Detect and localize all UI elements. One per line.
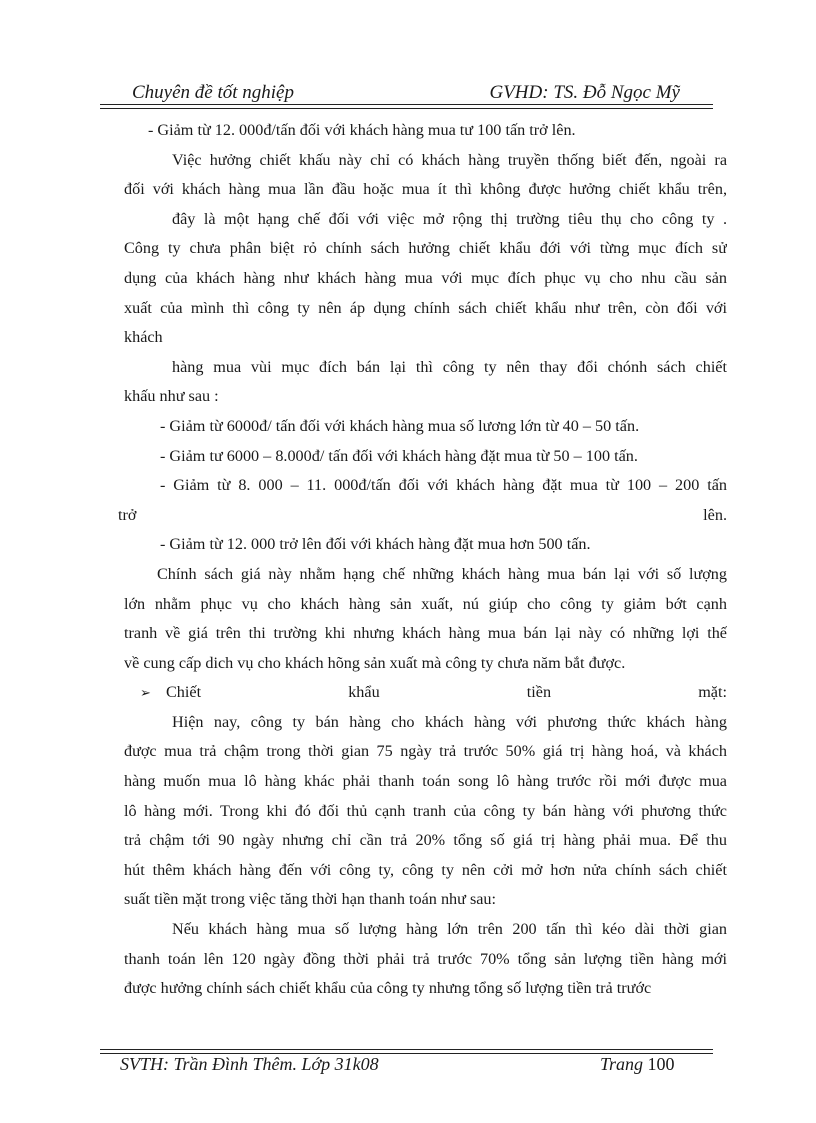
- body-line-21: Hiện nay, công ty bán hàng cho khách hàng với phương thức khách hàng: [172, 712, 727, 731]
- page-footer: [100, 1054, 713, 1076]
- body-line-18: tranh về giá trên thi trường khi nhưng khách hàng mua bán lại này có những lợi thế: [124, 624, 727, 643]
- body-line-28: Nếu khách hàng mua số lượng hàng lớn trên 200 tấn thì kéo dài thời gian: [172, 920, 727, 939]
- body-line-19: về cung cấp dich vụ cho khách hõng sản xuất mà công ty chưa năm bắt được.: [124, 653, 626, 672]
- document-body: [118, 116, 727, 1004]
- bullet-heading-text: Chiết khẩu tiền mặt:: [166, 683, 727, 702]
- body-line-25: trả chậm tới 90 ngày nhưng chỉ cần trả 20% tổng số giá trị hàng phải mua. Để thu: [124, 831, 727, 850]
- body-line-30: được hưởng chính sách chiết khẩu của công ty nhưng tổng số lượng tiền trả trước: [124, 979, 652, 998]
- header-title: Chuyên đề tốt nghiệp: [132, 82, 294, 103]
- page-number-block: [600, 1054, 675, 1075]
- body-line-3: đối với khách hàng mua lần đầu hoặc mua ít thì không được hưởng chiết khẩu trên,: [124, 180, 727, 199]
- split-right: lên.: [703, 505, 727, 524]
- body-line-11: - Giảm từ 6000đ/ tấn đối với khách hàng mua số lương lớn từ 40 – 50 tấn.: [160, 416, 640, 435]
- body-line-7: xuất của mình thì công ty nên áp dụng chính sách chiết khẩu như trên, còn đối với: [124, 298, 727, 317]
- header-advisor: GVHD: TS. Đỗ Ngọc Mỹ: [489, 82, 680, 103]
- body-line-17: lớn nhằm phục vụ cho khách hàng sản xuất, nú giúp cho công ty giảm bớt cạnh: [124, 594, 727, 613]
- body-line-16: Chính sách giá này nhằm hạng chế những khách hàng mua bán lại với số lượng: [157, 564, 727, 583]
- header-rule-bottom: [100, 108, 713, 109]
- arrow-bullet-icon: ➢: [140, 685, 151, 701]
- body-line-8: khách: [124, 328, 163, 347]
- footer-author: SVTH: Trần Đình Thêm. Lớp 31k08: [120, 1054, 379, 1074]
- page-label: Trang: [600, 1054, 644, 1074]
- header-rule-top: [100, 104, 713, 105]
- body-line-27: suất tiền mặt trong việc tăng thời hạn thanh toán như sau:: [124, 890, 497, 909]
- page-number: 100: [647, 1054, 675, 1074]
- body-line-23: hàng muốn mua lô hàng khác phải thanh toán song lô hàng trước rồi mới được mua: [124, 772, 727, 791]
- body-line-14: [118, 501, 727, 531]
- body-line-24: lô hàng mới. Trong khi đó đối thủ cạnh tranh của công ty bán hàng với phương thức: [124, 801, 727, 820]
- split-left: trở: [118, 505, 137, 524]
- body-line-2: Việc hưởng chiết khấu này chỉ có khách hàng truyền thống biết đến, ngoài ra: [172, 150, 727, 169]
- body-line-15: - Giảm từ 12. 000 trở lên đối với khách hàng đặt mua hơn 500 tấn.: [160, 535, 591, 554]
- body-line-13: - Giảm từ 8. 000 – 11. 000đ/tấn đối với khách hàng đặt mua từ 100 – 200 tấn: [160, 476, 727, 495]
- body-line-5: Công ty chưa phân biệt rỏ chính sách hưởng chiết khẩu đới với từng mục đích sử: [124, 239, 727, 258]
- body-line-29: thanh toán lên 120 ngày đồng thời phải trả trước 70% tổng sản lượng tiền hàng mới: [124, 949, 727, 968]
- body-line-4: đây là một hạng chế đối với việc mở rộng thị trường tiêu thụ cho công ty .: [172, 209, 727, 228]
- page-header: [100, 82, 712, 104]
- bullet-heading: [124, 678, 727, 708]
- body-line-10: khấu như sau :: [124, 387, 219, 406]
- body-line-9: hàng mua vùi mục đích bán lại thì công ty nên thay đổi chónh sách chiết: [172, 357, 727, 376]
- body-line-6: dụng của khách hàng như khách hàng mua với mục đích phục vụ cho nhu cầu sản: [124, 268, 727, 287]
- footer-rule-top: [100, 1049, 713, 1050]
- body-line-22: được mua trả chậm trong thời gian 75 ngày trả trước 50% giá trị hàng hoá, và khách: [124, 742, 727, 761]
- body-line-12: - Giảm tư 6000 – 8.000đ/ tấn đối với khách hàng đặt mua từ 50 – 100 tấn.: [160, 446, 638, 465]
- body-line-26: hút thêm khách hàng đến với công ty, công ty nên cởi mở hơn nửa chính sách chiết: [124, 860, 727, 879]
- body-line-1: - Giảm từ 12. 000đ/tấn đối với khách hàng mua tư 100 tấn trở lên.: [148, 121, 576, 139]
